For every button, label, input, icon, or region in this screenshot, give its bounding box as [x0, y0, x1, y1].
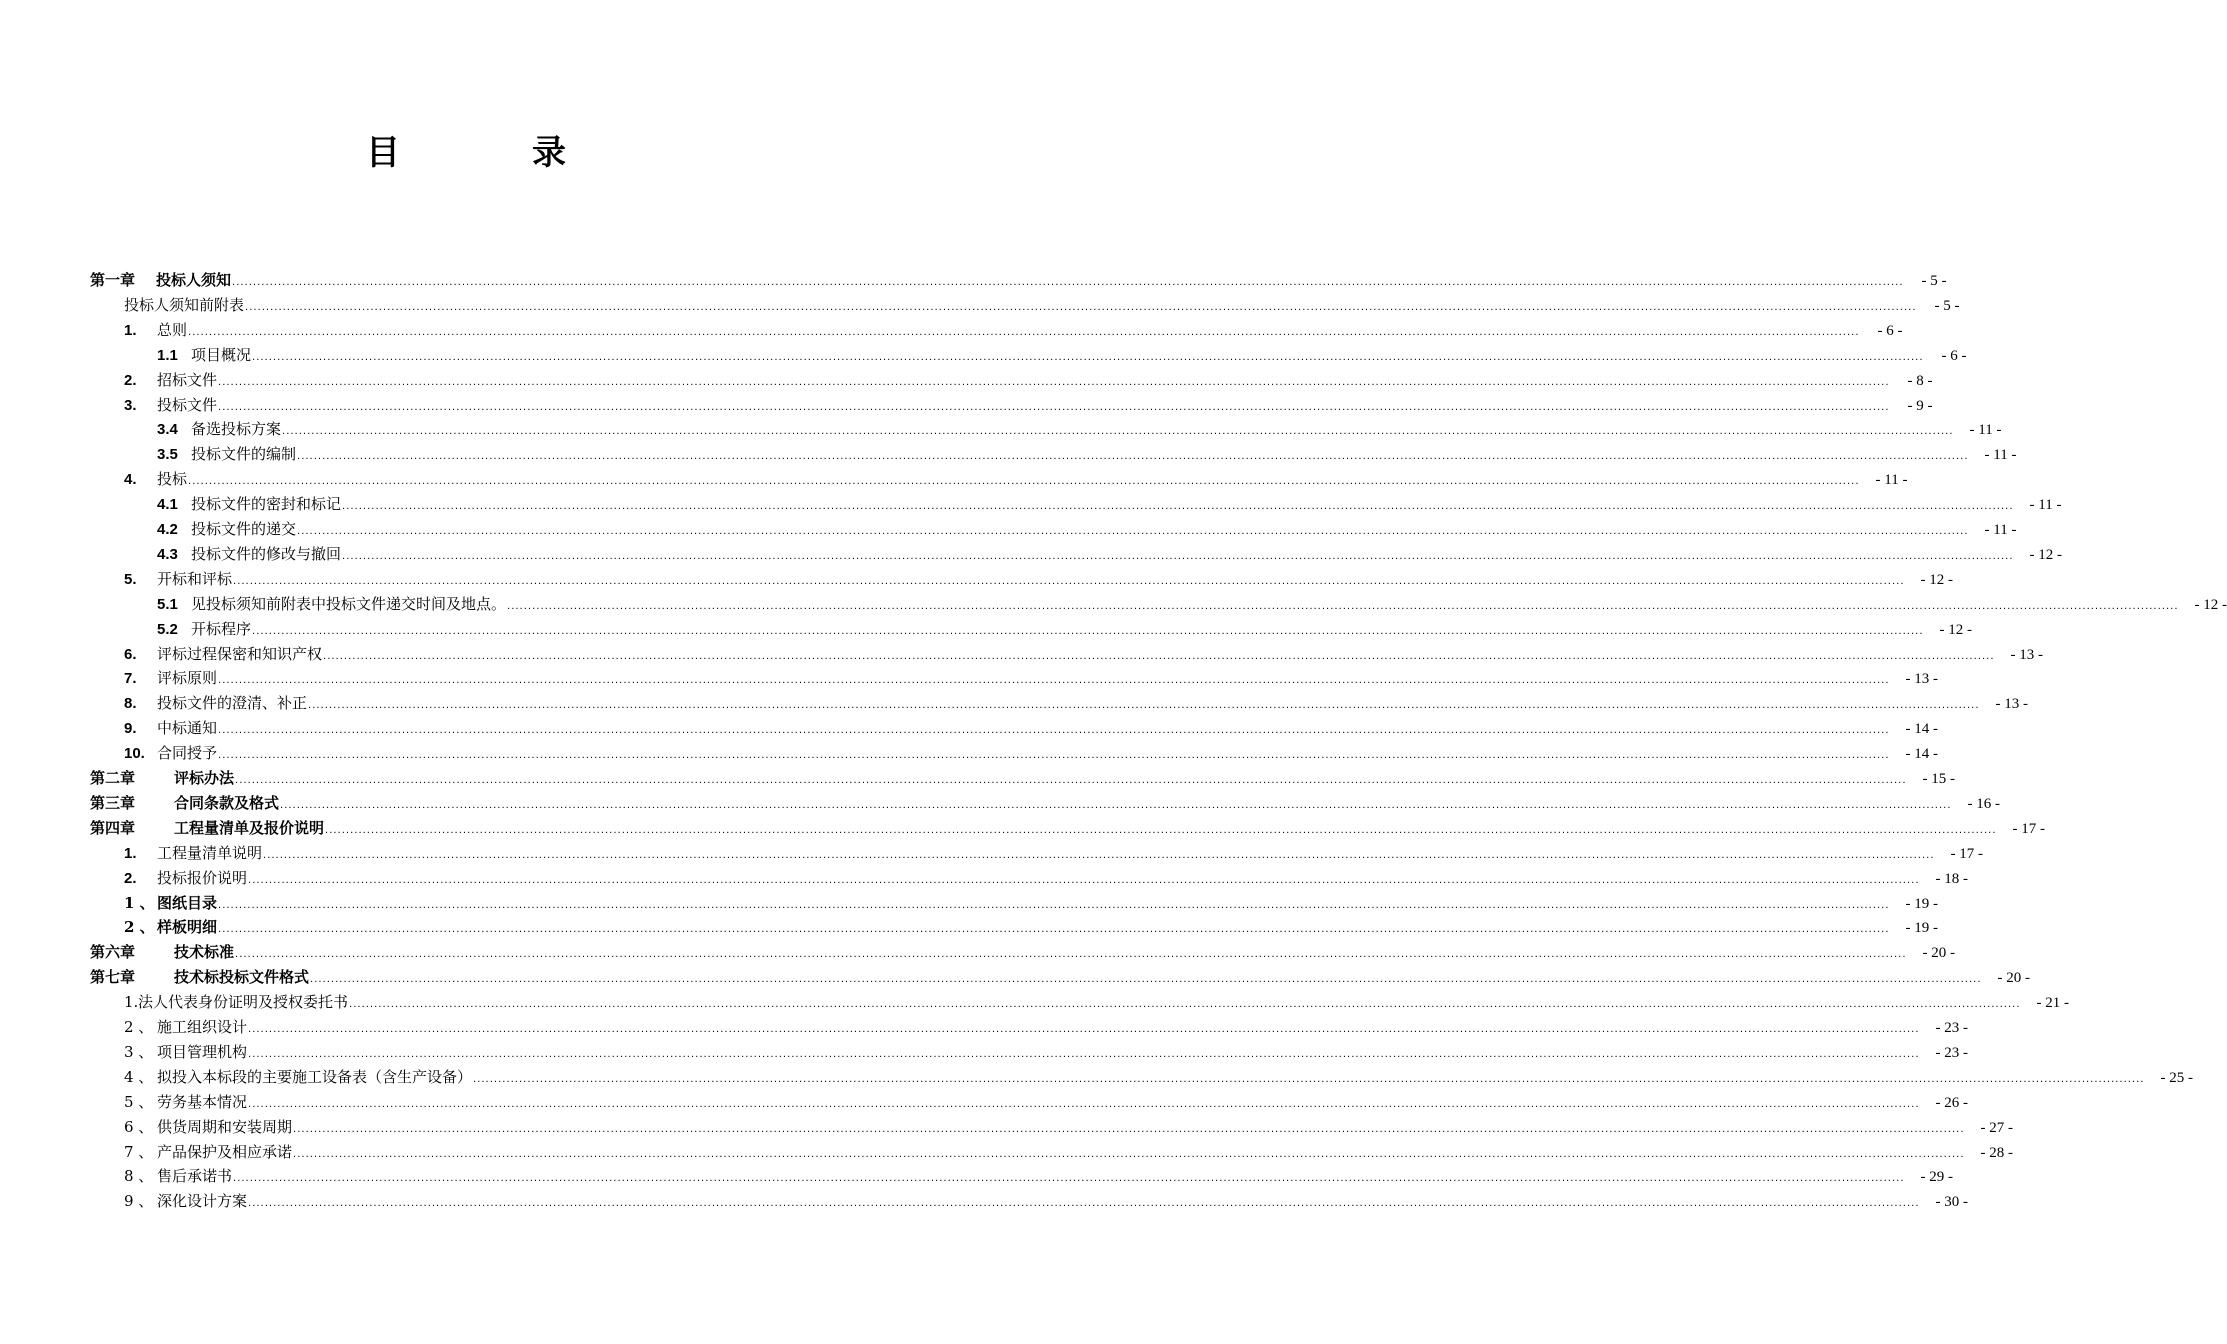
- toc-entry-number: 5.1: [157, 595, 178, 613]
- toc-leader-dots: ................................................................................................................................................................................................................................................................................................................................................................................................................: [248, 1198, 1920, 1210]
- toc-entry-number: 7.: [124, 670, 137, 688]
- toc-title-char-2: 录: [532, 133, 566, 173]
- toc-entry[interactable]: [157, 442, 2017, 466]
- toc-entry[interactable]: [124, 1189, 1968, 1213]
- toc-entry-label: 工程量清单及报价说明: [174, 818, 325, 837]
- toc-entry-label: 开标程序: [191, 619, 252, 638]
- toc-leader-dots: ................................................................................................................................................................................................................................................................................................................................................................................................................: [188, 476, 1860, 488]
- toc-leader-dots: ................................................................................................................................................................................................................................................................................................................................................................................................................: [245, 301, 1917, 313]
- toc-entry[interactable]: [124, 293, 1960, 317]
- toc-entry-label: 评标过程保密和知识产权: [157, 644, 323, 663]
- toc-entry-page: - 25 -: [2160, 1069, 2193, 1086]
- toc-entry-page: - 29 -: [1920, 1169, 1953, 1186]
- toc-entry-label: 评标办法: [174, 769, 235, 787]
- toc-leader-dots: ................................................................................................................................................................................................................................................................................................................................................................................................................: [252, 351, 1924, 363]
- toc-entry-label: 深化设计方案: [157, 1192, 248, 1211]
- toc-leader-dots: ................................................................................................................................................................................................................................................................................................................................................................................................................: [218, 376, 1890, 388]
- toc-entry[interactable]: [124, 666, 1938, 690]
- toc-leader-dots: ................................................................................................................................................................................................................................................................................................................................................................................................................: [342, 550, 2014, 562]
- toc-entry-number: 6.: [124, 645, 137, 663]
- toc-entry-label: 图纸目录: [157, 893, 218, 912]
- toc-entry-label: 总则: [157, 320, 188, 339]
- toc-entry-label: 投标文件的密封和标记: [191, 495, 342, 514]
- toc-entry-page: - 21 -: [2036, 995, 2069, 1012]
- toc-entry[interactable]: [124, 716, 1938, 740]
- toc-entry[interactable]: [157, 517, 2017, 541]
- toc-entry[interactable]: [90, 791, 2000, 815]
- toc-entry-page: - 20 -: [1922, 945, 1955, 962]
- toc-entry-label: 见投标须知前附表中投标文件递交时间及地点。: [191, 594, 507, 613]
- toc-entry-number: 第二章: [90, 769, 136, 787]
- toc-entry-label: 投标文件的修改与撤回: [191, 544, 342, 563]
- toc-entry-number: 2.: [124, 869, 137, 887]
- toc-entry-page: - 19 -: [1905, 920, 1938, 937]
- toc-entry-number: 8.: [124, 695, 137, 713]
- toc-entry-number: 10.: [124, 745, 145, 763]
- toc-entry-label: 中标通知: [157, 719, 218, 738]
- toc-leader-dots: ................................................................................................................................................................................................................................................................................................................................................................................................................: [235, 775, 1907, 786]
- toc-leader-dots: ................................................................................................................................................................................................................................................................................................................................................................................................................: [218, 924, 1890, 936]
- toc-leader-dots: ................................................................................................................................................................................................................................................................................................................................................................................................................: [282, 426, 1954, 438]
- toc-leader-dots: ................................................................................................................................................................................................................................................................................................................................................................................................................: [297, 526, 1969, 537]
- toc-entry-page: - 5 -: [1934, 297, 1960, 314]
- toc-entry-page: - 12 -: [2194, 596, 2227, 613]
- toc-entry-label: 备选投标方案: [191, 420, 282, 439]
- toc-leader-dots: ................................................................................................................................................................................................................................................................................................................................................................................................................: [325, 824, 1997, 836]
- toc-entry-label: 投标文件的编制: [191, 445, 297, 464]
- toc-entry[interactable]: [124, 642, 2043, 666]
- toc-entry[interactable]: [124, 741, 1938, 765]
- toc-leader-dots: ................................................................................................................................................................................................................................................................................................................................................................................................................: [248, 1048, 1920, 1060]
- toc-entry[interactable]: [124, 691, 2028, 715]
- toc-entry-page: - 11 -: [1969, 422, 2002, 439]
- toc-entry-number: 8 、: [124, 1167, 154, 1186]
- toc-entry-page: - 6 -: [1877, 322, 1903, 339]
- toc-entry-number: 第六章: [90, 943, 136, 962]
- toc-entry-label: 投标报价说明: [157, 868, 248, 887]
- toc-entry-number: 9 、: [124, 1192, 154, 1211]
- toc-entry[interactable]: [124, 866, 1968, 890]
- toc-leader-dots: ................................................................................................................................................................................................................................................................................................................................................................................................................: [280, 799, 1952, 811]
- toc-entry-number: 4.3: [157, 545, 178, 563]
- toc-entry-label: 投标人须知: [156, 271, 232, 289]
- toc-entry-page: - 14 -: [1905, 746, 1938, 763]
- toc-entry-label: 项目管理机构: [157, 1042, 248, 1061]
- toc-leader-dots: ................................................................................................................................................................................................................................................................................................................................................................................................................: [248, 1098, 1920, 1110]
- toc-entry-number: 4.: [124, 471, 137, 489]
- toc-leader-dots: ................................................................................................................................................................................................................................................................................................................................................................................................................: [218, 675, 1890, 687]
- toc-entry-number: 第三章: [90, 793, 136, 812]
- toc-leader-dots: ................................................................................................................................................................................................................................................................................................................................................................................................................: [349, 999, 2021, 1011]
- toc-entry-page: - 11 -: [1984, 447, 2017, 464]
- toc-entry-label: 投标人须知前附表: [124, 295, 245, 314]
- toc-entry-page: - 23 -: [1935, 1020, 1968, 1036]
- toc-entry-number: 6 、: [124, 1117, 154, 1136]
- toc-entry-number: 3.5: [157, 446, 178, 464]
- toc-entry-label: 投标文件的澄清、补正: [157, 694, 308, 713]
- toc-entry-page: - 27 -: [1980, 1119, 2013, 1136]
- toc-entry-number: 第一章: [90, 271, 136, 289]
- toc-entry-number: 第七章: [90, 968, 136, 987]
- toc-entry-number: 5.: [124, 570, 137, 588]
- toc-entry-page: - 17 -: [2012, 820, 2045, 837]
- toc-leader-dots: ................................................................................................................................................................................................................................................................................................................................................................................................................: [233, 575, 1905, 587]
- toc-entry-label: 法人代表身份证明及授权委托书: [138, 993, 349, 1012]
- toc-entry-page: - 17 -: [1950, 845, 1983, 862]
- toc-entry-label: 样板明细: [157, 918, 218, 937]
- toc-entry-number: 2 、: [124, 1018, 154, 1036]
- toc-entry[interactable]: [157, 592, 2227, 616]
- toc-entry-label: 施工组织设计: [157, 1018, 248, 1036]
- toc-entry-page: - 13 -: [1995, 696, 2028, 713]
- toc-leader-dots: ................................................................................................................................................................................................................................................................................................................................................................................................................: [293, 1148, 1965, 1160]
- toc-leader-dots: ................................................................................................................................................................................................................................................................................................................................................................................................................: [323, 650, 1995, 662]
- toc-entry-page: - 28 -: [1980, 1144, 2013, 1161]
- toc-title: [0, 128, 950, 178]
- toc-entry-label: 合同授予: [157, 744, 218, 763]
- toc-leader-dots: ................................................................................................................................................................................................................................................................................................................................................................................................................: [293, 1123, 1965, 1135]
- toc-entry-page: - 11 -: [1984, 522, 2017, 538]
- toc-entry[interactable]: [124, 368, 1933, 392]
- toc-leader-dots: ................................................................................................................................................................................................................................................................................................................................................................................................................: [218, 401, 1890, 413]
- toc-entry-label: 合同条款及格式: [174, 793, 280, 812]
- toc-entry-number: 3.4: [157, 421, 178, 439]
- toc-entry[interactable]: [124, 891, 1938, 915]
- toc-leader-dots: ................................................................................................................................................................................................................................................................................................................................................................................................................: [218, 750, 1890, 762]
- toc-entry[interactable]: [90, 965, 2030, 989]
- toc-entry-page: - 8 -: [1907, 372, 1933, 389]
- toc-leader-dots: ................................................................................................................................................................................................................................................................................................................................................................................................................: [263, 849, 1935, 861]
- toc-entry-number: 1.1: [157, 346, 178, 364]
- toc-entry-page: - 18 -: [1935, 870, 1968, 887]
- toc-entry-page: - 11 -: [1875, 472, 1908, 489]
- toc-leader-dots: ................................................................................................................................................................................................................................................................................................................................................................................................................: [308, 700, 1980, 712]
- toc-entry-number: 3 、: [124, 1042, 154, 1061]
- toc-entry-page: - 16 -: [1967, 795, 2000, 812]
- toc-leader-dots: ................................................................................................................................................................................................................................................................................................................................................................................................................: [233, 1173, 1905, 1185]
- toc-entry[interactable]: [124, 318, 1903, 342]
- toc-entry-label: 投标文件的递交: [191, 520, 297, 538]
- toc-entry[interactable]: [157, 417, 2002, 441]
- toc-entry-label: 投标: [157, 470, 188, 489]
- toc-entry-number: 3.: [124, 396, 137, 414]
- toc-entry-page: - 12 -: [1920, 571, 1953, 588]
- toc-entry-label: 技术标投标文件格式: [174, 968, 310, 987]
- toc-leader-dots: ................................................................................................................................................................................................................................................................................................................................................................................................................: [235, 949, 1907, 961]
- toc-entry-page: - 13 -: [2010, 646, 2043, 663]
- toc-entry[interactable]: [157, 617, 1972, 641]
- toc-leader-dots: ................................................................................................................................................................................................................................................................................................................................................................................................................: [188, 326, 1860, 338]
- toc-leader-dots: ................................................................................................................................................................................................................................................................................................................................................................................................................: [248, 1024, 1920, 1035]
- toc-entry-number: 第四章: [90, 818, 136, 837]
- toc-entry[interactable]: [124, 567, 1953, 591]
- toc-entry-number: 1.: [124, 993, 139, 1012]
- toc-entry-number: 4.1: [157, 496, 178, 514]
- toc-entry[interactable]: [124, 467, 1908, 491]
- toc-entry-page: - 6 -: [1941, 347, 1967, 364]
- toc-entry-number: 4 、: [124, 1067, 154, 1086]
- toc-leader-dots: ................................................................................................................................................................................................................................................................................................................................................................................................................: [297, 451, 1969, 463]
- toc-entry-number: 4.2: [157, 521, 178, 538]
- toc-entry-number: 1 、: [124, 893, 155, 912]
- toc-entry-label: 拟投入本标段的主要施工设备表（含生产设备）: [157, 1067, 473, 1086]
- toc-entry-number: 5.2: [157, 620, 178, 638]
- toc-entry[interactable]: [90, 940, 1955, 964]
- toc-entry[interactable]: [157, 343, 1967, 367]
- toc-entry-page: - 30 -: [1935, 1194, 1968, 1211]
- toc-entry[interactable]: [90, 816, 2045, 840]
- toc-entry-label: 项目概况: [191, 345, 252, 364]
- toc-entry[interactable]: [124, 1040, 1968, 1064]
- toc-entry[interactable]: [124, 915, 1938, 939]
- toc-entry[interactable]: [157, 542, 2062, 566]
- toc-entry[interactable]: [124, 990, 2069, 1014]
- toc-entry-label: 招标文件: [157, 370, 218, 389]
- toc-entry-number: 1.: [124, 321, 137, 339]
- toc-entry-number: 2.: [124, 371, 137, 389]
- toc-entry-label: 投标文件: [157, 395, 218, 414]
- toc-entry-page: - 19 -: [1905, 895, 1938, 912]
- toc-leader-dots: ................................................................................................................................................................................................................................................................................................................................................................................................................: [232, 277, 1904, 288]
- toc-entry[interactable]: [157, 492, 2062, 516]
- toc-entry[interactable]: [124, 1115, 2013, 1139]
- toc-entry-label: 技术标准: [174, 943, 235, 962]
- toc-leader-dots: ................................................................................................................................................................................................................................................................................................................................................................................................................: [507, 600, 2179, 612]
- toc-entry-label: 劳务基本情况: [157, 1092, 248, 1111]
- toc-entry-page: - 11 -: [2029, 497, 2062, 514]
- toc-entry[interactable]: [124, 393, 1933, 417]
- toc-entry-number: 9.: [124, 720, 137, 738]
- toc-entry[interactable]: [124, 1065, 2193, 1089]
- toc-entry[interactable]: [124, 1140, 2013, 1164]
- toc-leader-dots: ................................................................................................................................................................................................................................................................................................................................................................................................................: [473, 1073, 2145, 1085]
- toc-entry-label: 开标和评标: [157, 569, 233, 588]
- toc-entry-page: - 12 -: [2029, 546, 2062, 563]
- toc-leader-dots: ................................................................................................................................................................................................................................................................................................................................................................................................................: [218, 725, 1890, 737]
- toc-leader-dots: ................................................................................................................................................................................................................................................................................................................................................................................................................: [248, 874, 1920, 886]
- toc-entry-number: 7 、: [124, 1142, 154, 1161]
- toc-entry-page: - 13 -: [1905, 671, 1938, 688]
- toc-entry-page: - 20 -: [1997, 970, 2030, 987]
- toc-entry-page: - 12 -: [1939, 621, 1972, 638]
- toc-entry[interactable]: [124, 1015, 1968, 1039]
- toc-entry-page: - 15 -: [1922, 771, 1955, 787]
- toc-entry-page: - 5 -: [1921, 273, 1947, 289]
- toc-entry[interactable]: [90, 268, 1947, 292]
- toc-entry[interactable]: [124, 1090, 1968, 1114]
- toc-leader-dots: ................................................................................................................................................................................................................................................................................................................................................................................................................: [342, 501, 2014, 513]
- toc-entry-number: 5 、: [124, 1092, 154, 1111]
- toc-entry-page: - 26 -: [1935, 1094, 1968, 1111]
- toc-entry-page: - 14 -: [1905, 721, 1938, 738]
- toc-entry-number: 1.: [124, 844, 137, 862]
- toc-entry-label: 评标原则: [157, 669, 218, 688]
- toc-leader-dots: ................................................................................................................................................................................................................................................................................................................................................................................................................: [218, 899, 1890, 911]
- toc-title-char-1: 目: [366, 133, 400, 173]
- toc-entry-number: 2 、: [124, 918, 155, 937]
- toc-entry-label: 供货周期和安装周期: [157, 1117, 293, 1136]
- toc-entry-page: - 23 -: [1935, 1044, 1968, 1061]
- toc-entry[interactable]: [124, 841, 1983, 865]
- toc-leader-dots: ................................................................................................................................................................................................................................................................................................................................................................................................................: [252, 625, 1924, 637]
- toc-entry-label: 售后承诺书: [157, 1167, 233, 1186]
- toc-entry-page: - 9 -: [1907, 397, 1933, 414]
- toc-entry-label: 产品保护及相应承诺: [157, 1142, 293, 1161]
- toc-entry[interactable]: [124, 1164, 1953, 1188]
- toc-entry[interactable]: [90, 766, 1955, 790]
- toc-leader-dots: ................................................................................................................................................................................................................................................................................................................................................................................................................: [310, 974, 1982, 986]
- toc-entry-label: 工程量清单说明: [157, 843, 263, 862]
